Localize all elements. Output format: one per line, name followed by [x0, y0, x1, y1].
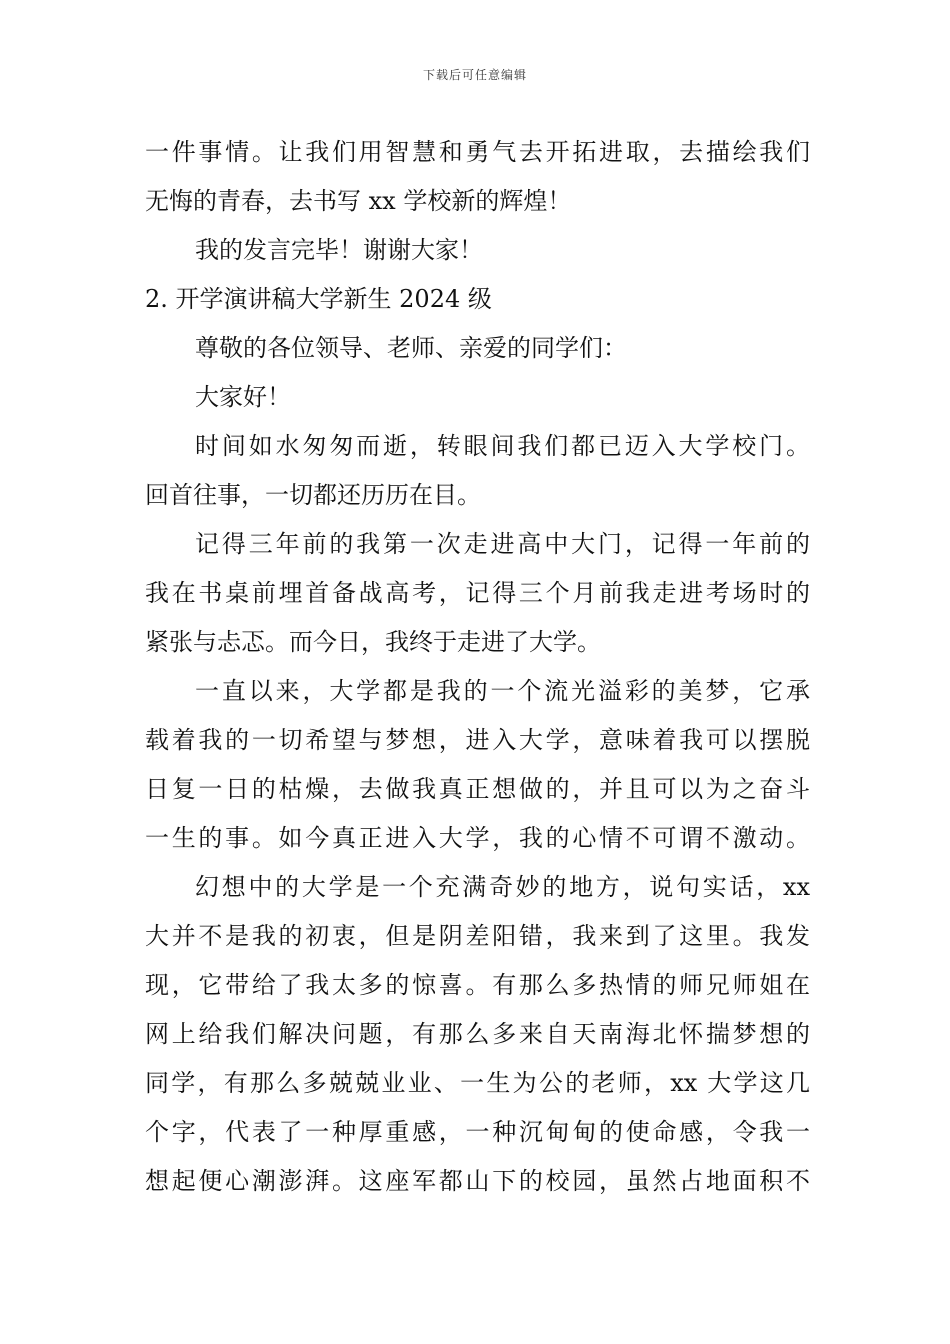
body-line: 网上给我们解决问题，有那么多来自天南海北怀揣梦想的: [145, 1020, 810, 1048]
page-header-note: 下载后可任意编辑: [422, 68, 527, 82]
body-line: 同学，有那么多兢兢业业、一生为公的老师，xx 大学这几: [145, 1069, 810, 1097]
body-line: 个字，代表了一种厚重感，一种沉甸甸的使命感，令我一: [145, 1118, 810, 1146]
body-line: 无悔的青春，去书写 xx 学校新的辉煌！: [145, 187, 572, 215]
body-line: 我的发言完毕！谢谢大家！: [195, 236, 483, 264]
body-line: 大并不是我的初衷，但是阴差阳错，我来到了这里。我发: [145, 922, 810, 950]
body-line: 我在书桌前埋首备战高考，记得三个月前我走进考场时的: [145, 579, 810, 607]
body-line: 现，它带给了我太多的惊喜。有那么多热情的师兄师姐在: [145, 971, 810, 999]
section-heading: 2. 开学演讲稿大学新生 2024 级: [145, 285, 492, 313]
body-line: 幻想中的大学是一个充满奇妙的地方，说句实话，xx: [195, 873, 810, 901]
body-line: 日复一日的枯燥，去做我真正想做的，并且可以为之奋斗: [145, 775, 810, 803]
document-body: [145, 128, 810, 1206]
greeting: 大家好！: [195, 383, 291, 411]
body-line: 载着我的一切希望与梦想，进入大学，意味着我可以摆脱: [145, 726, 810, 754]
body-line: 一直以来，大学都是我的一个流光溢彩的美梦，它承: [195, 677, 810, 705]
body-line: 回首往事，一切都还历历在目。: [145, 481, 481, 509]
salutation: 尊敬的各位领导、老师、亲爱的同学们：: [195, 334, 627, 362]
body-line: 一生的事。如今真正进入大学，我的心情不可谓不激动。: [145, 824, 810, 852]
body-line: 想起便心潮澎湃。这座军都山下的校园，虽然占地面积不: [145, 1167, 810, 1195]
body-line: 时间如水匆匆而逝，转眼间我们都已迈入大学校门。: [195, 432, 810, 460]
body-line: 记得三年前的我第一次走进高中大门，记得一年前的: [195, 530, 810, 558]
body-line: 紧张与忐忑。而今日，我终于走进了大学。: [145, 628, 601, 656]
body-line: 一件事情。让我们用智慧和勇气去开拓进取，去描绘我们: [145, 138, 810, 166]
